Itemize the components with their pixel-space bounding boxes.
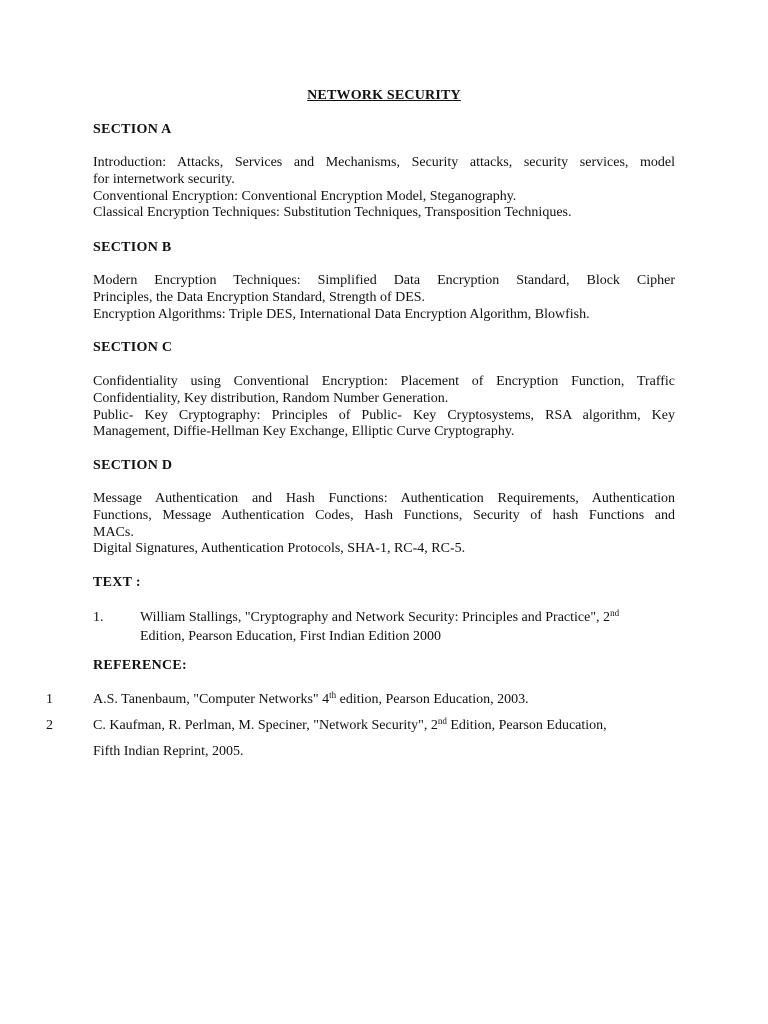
section-a-body	[93, 155, 675, 222]
reference-heading: REFERENCE:	[93, 658, 188, 673]
section-d-para-1-line-1: Message Authentication and Hash Functions: Authentication Requirements, Authentication	[93, 491, 675, 506]
section-d-heading: SECTION D	[93, 458, 173, 473]
text-item-line-1: William Stallings, "Cryptography and Network Security: Principles and Practice", 2	[140, 610, 611, 625]
reference-text-part: edition, Pearson Education, 2003.	[336, 692, 529, 707]
text-item-number: 1.	[93, 610, 104, 625]
text-item-line-2: Edition, Pearson Education, First Indian Edition 2000	[140, 629, 441, 644]
reference-text-part: Edition, Pearson Education,	[446, 718, 607, 733]
text-heading: TEXT :	[93, 575, 141, 590]
section-a-para-3: Classical Encryption Techniques: Substitution Techniques, Transposition Techniques.	[93, 205, 572, 221]
reference-text	[93, 718, 675, 734]
reference-text-line-2: Fifth Indian Reprint, 2005.	[93, 744, 244, 759]
section-b-heading: SECTION B	[93, 240, 172, 255]
section-c-body	[93, 374, 675, 441]
section-d-body	[93, 491, 675, 558]
section-c-para-2-line-1: Public- Key Cryptography: Principles of Public- Key Cryptosystems, RSA algorithm, Key	[93, 407, 675, 423]
section-c-heading: SECTION C	[93, 340, 173, 355]
section-a-para-2: Conventional Encryption: Conventional Encryption Model, Steganography.	[93, 188, 517, 204]
section-d-para-1-line-2: Functions, Message Authentication Codes, Hash Functions, Security of hash Functions and	[93, 507, 675, 523]
section-d-para-2: Digital Signatures, Authentication Protocols, SHA-1, RC-4, RC-5.	[93, 541, 466, 557]
section-c-para-1-rest: Confidentiality, Key distribution, Random Number Generation.	[93, 390, 449, 406]
section-a-para-1-rest: for internetwork security.	[93, 171, 235, 187]
reference-text-part: C. Kaufman, R. Perlman, M. Speciner, "Network Security", 2	[93, 718, 438, 733]
section-c-para-1-line-1: Confidentiality using Conventional Encryption: Placement of Encryption Function, Traffic	[93, 374, 675, 389]
section-b-para-2: Encryption Algorithms: Triple DES, International Data Encryption Algorithm, Blowfish.	[93, 306, 590, 322]
text-item-superscript: nd	[610, 608, 620, 618]
reference-number: 2	[46, 718, 53, 733]
document-title: NETWORK SECURITY	[307, 88, 461, 103]
reference-superscript: nd	[437, 716, 447, 726]
section-d-para-1-rest: MACs.	[93, 524, 134, 540]
reference-text-part: A.S. Tanenbaum, "Computer Networks" 4	[93, 692, 330, 707]
reference-number: 1	[46, 692, 53, 707]
reference-text	[93, 692, 675, 708]
reference-superscript: th	[329, 690, 337, 700]
section-b-para-1-rest: Principles, the Data Encryption Standard, Strength of DES.	[93, 289, 426, 305]
section-b-body	[93, 273, 675, 323]
text-item-1	[93, 608, 675, 646]
section-b-para-1-line-1: Modern Encryption Techniques: Simplified Data Encryption Standard, Block Cipher	[93, 273, 675, 288]
section-a-heading: SECTION A	[93, 122, 172, 137]
section-a-para-1-line-1: Introduction: Attacks, Services and Mechanisms, Security attacks, security services, model	[93, 155, 675, 170]
section-c-para-2-rest: Management, Diffie-Hellman Key Exchange, Elliptic Curve Cryptography.	[93, 424, 515, 440]
text-item-body	[140, 608, 675, 646]
